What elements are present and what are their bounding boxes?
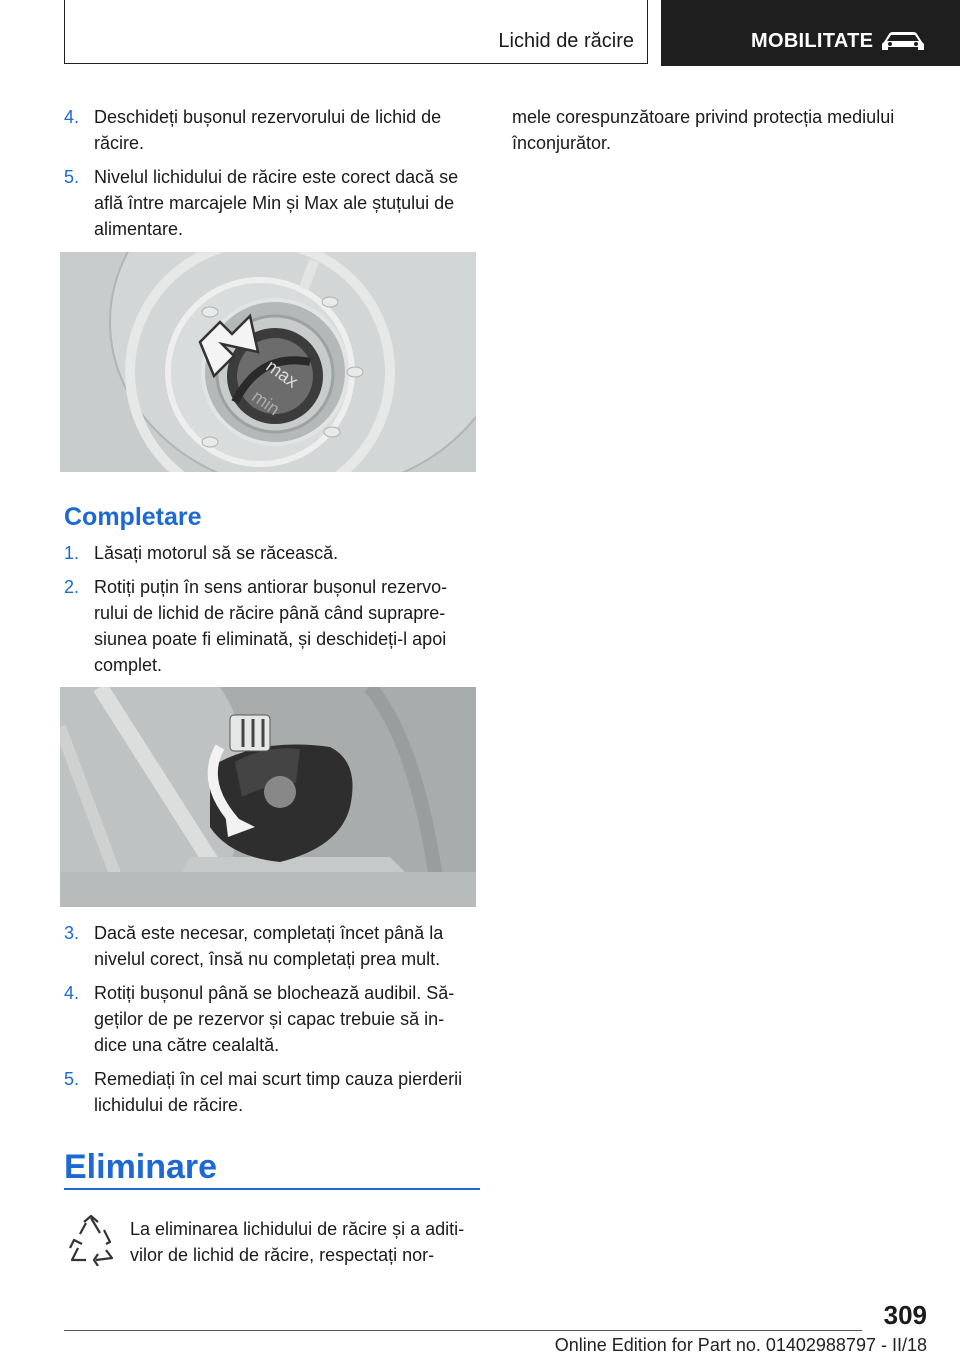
car-icon [880,29,926,53]
page-number: 309 [883,1300,927,1330]
step-number: 3. [64,923,80,943]
paragraph-line: mele corespunzătoare privind protecția mediului [512,107,895,127]
step-text: Lăsați motorul să se răcească. [94,543,339,563]
section-title: Lichid de răcire [498,30,634,52]
step-number: 4. [64,107,80,127]
paragraph-line: La eliminarea lichidului de răcire și a aditi- [130,1219,465,1239]
step-text: alimentare. [94,219,184,239]
step-number: 5. [64,1069,80,1089]
refill-steps-b [64,920,494,1118]
reservoir-cap-photo [60,687,476,907]
paragraph-line: înconjurător. [512,133,612,153]
heading-rule [64,1188,480,1190]
section-heading-eliminare: Eliminare [64,1148,218,1186]
step-text: nivelul corect, însă nu completați prea mult. [94,949,441,969]
min-mark: min [248,386,284,420]
paragraph-line: vilor de lichid de răcire, respectați nor- [130,1245,435,1265]
step-number: 1. [64,543,80,563]
list-item [64,574,484,678]
chapter-title: MOBILITATE [751,30,874,52]
step-text: răcire. [94,133,145,153]
max-mark: max [262,355,302,392]
section-heading-completare: Completare [64,503,202,531]
refill-steps-a [64,540,484,678]
list-item [64,540,484,566]
list-item [64,920,494,972]
step-text: complet. [94,655,163,675]
list-item [64,104,484,156]
step-text: lichidului de răcire. [94,1095,244,1115]
disposal-text-right [512,104,932,156]
list-item [64,164,484,242]
list-item [64,1066,494,1118]
disposal-text-left [130,1216,490,1268]
step-text: rului de lichid de răcire până când suprapre- [94,603,446,623]
step-text: Rotiți puțin în sens antiorar bușonul rezervo- [94,577,448,597]
step-text: Deschideți bușonul rezervorului de lichid de [94,107,442,127]
step-text: Dacă este necesar, completați încet până la [94,923,444,943]
filler-neck-photo [60,252,476,472]
step-text: Remediați în cel mai scurt timp cauza pierderii [94,1069,463,1089]
step-number: 5. [64,167,80,187]
check-steps [64,104,484,242]
list-item [64,980,494,1058]
step-text: Rotiți bușonul până se blochează audibil. Să- [94,983,455,1003]
recycle-icon [66,1214,116,1266]
step-text: Nivelul lichidului de răcire este corect dacă se [94,167,459,187]
step-text: dice una către cealaltă. [94,1035,280,1055]
step-number: 4. [64,983,80,1003]
step-text: află între marcajele Min și Max ale ștuțului de [94,193,455,213]
step-text: geților de pe rezervor și capac trebuie să in- [94,1009,445,1029]
step-text: siunea poate fi eliminată, și deschideți-l apoi [94,629,447,649]
edition-note: Online Edition for Part no. 01402988797 - II/18 [554,1335,927,1355]
step-number: 2. [64,577,80,597]
footer-rule [64,1330,862,1331]
